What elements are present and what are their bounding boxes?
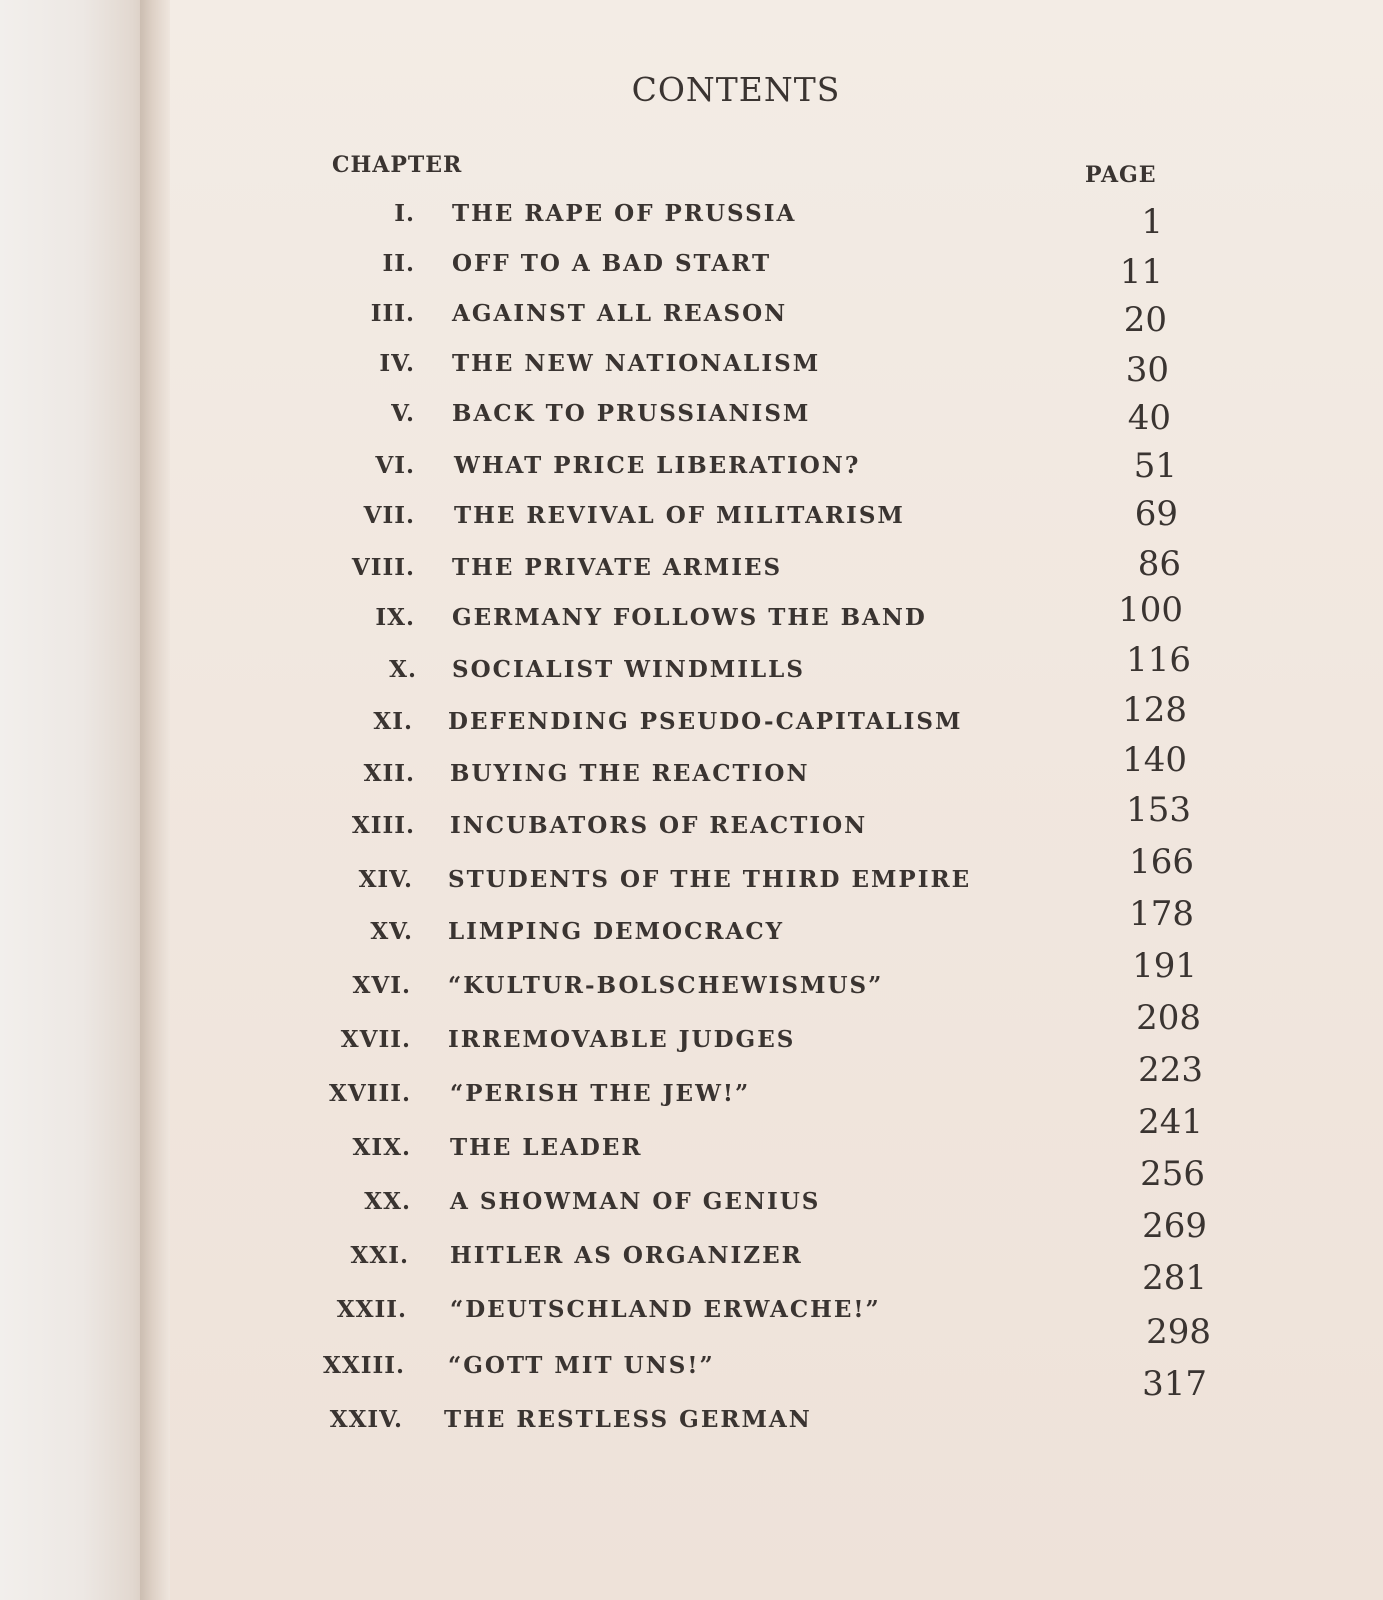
page-number: 223 xyxy=(1138,1050,1203,1090)
chapter-title: IRREMOVABLE JUDGES xyxy=(448,1026,796,1053)
toc-entry xyxy=(0,298,1383,338)
page-number: 86 xyxy=(1137,544,1181,584)
page-number: 269 xyxy=(1142,1206,1207,1246)
page-number: 256 xyxy=(1140,1154,1205,1194)
page-number: 69 xyxy=(1134,494,1178,534)
chapter-number: XVIII. xyxy=(329,1080,411,1107)
toc-entry xyxy=(0,248,1383,292)
page-number: 298 xyxy=(1146,1312,1211,1352)
chapter-number: XXII. xyxy=(336,1296,407,1323)
chapter-title: “GOTT MIT UNS!” xyxy=(448,1352,715,1379)
page-number: 128 xyxy=(1122,690,1187,730)
chapter-number: VII. xyxy=(363,502,415,529)
chapter-title: THE RAPE OF PRUSSIA xyxy=(452,200,797,227)
toc-entry xyxy=(0,198,1383,242)
chapter-number: XII. xyxy=(363,760,415,787)
page-number: 20 xyxy=(1123,300,1167,340)
chapter-number: XIII. xyxy=(351,812,415,839)
chapter-title: OFF TO A BAD START xyxy=(452,250,772,277)
chapter-number: XIV. xyxy=(358,866,413,893)
page-number: 281 xyxy=(1142,1258,1207,1298)
chapter-title: INCUBATORS OF REACTION xyxy=(450,812,868,839)
chapter-number: II. xyxy=(382,250,415,277)
chapter-title: WHAT PRICE LIBERATION? xyxy=(454,452,861,479)
chapter-title: THE RESTLESS GERMAN xyxy=(444,1406,812,1433)
chapter-title: THE PRIVATE ARMIES xyxy=(452,554,783,581)
page-number: 178 xyxy=(1129,894,1194,934)
chapter-number: XXI. xyxy=(350,1242,409,1269)
page-number: 11 xyxy=(1119,252,1163,292)
chapter-title: “PERISH THE JEW!” xyxy=(450,1080,751,1107)
chapter-title: “DEUTSCHLAND ERWACHE!” xyxy=(450,1296,881,1323)
chapter-title: LIMPING DEMOCRACY xyxy=(448,918,785,945)
chapter-number: XV. xyxy=(370,918,413,945)
toc-entry xyxy=(0,398,1383,438)
toc-entry xyxy=(0,494,1383,540)
chapter-title: DEFENDING PSEUDO-CAPITALISM xyxy=(448,708,963,735)
toc-entry xyxy=(0,446,1383,490)
chapter-number: VI. xyxy=(375,452,415,479)
toc-entry xyxy=(0,590,1383,642)
chapter-number: V. xyxy=(391,400,415,427)
chapter-title: “KULTUR-BOLSCHEWISMUS” xyxy=(448,972,884,999)
chapter-number: XI. xyxy=(373,708,413,735)
page-number: 100 xyxy=(1118,590,1183,630)
page-number: 140 xyxy=(1122,740,1187,780)
page-title: CONTENTS xyxy=(631,70,841,109)
page-number: 208 xyxy=(1136,998,1201,1038)
page-number: 317 xyxy=(1142,1364,1207,1404)
chapter-number: XVII. xyxy=(340,1026,411,1053)
page-number: 191 xyxy=(1132,946,1197,986)
chapter-number: XXIII. xyxy=(323,1352,405,1379)
chapter-title: GERMANY FOLLOWS THE BAND xyxy=(452,604,927,631)
chapter-number: IX. xyxy=(375,604,415,631)
chapter-title: THE LEADER xyxy=(450,1134,643,1161)
chapter-number: IV. xyxy=(379,350,415,377)
chapter-number: XX. xyxy=(364,1188,411,1215)
chapter-number: I. xyxy=(394,200,415,227)
toc-entry xyxy=(0,544,1383,592)
chapter-number: XXIV. xyxy=(329,1406,403,1433)
page-number: 30 xyxy=(1125,350,1169,390)
chapter-title: THE NEW NATIONALISM xyxy=(452,350,821,377)
page-number: 40 xyxy=(1127,398,1171,438)
chapter-number: III. xyxy=(370,300,415,327)
toc-entry xyxy=(0,348,1383,388)
page-number: 51 xyxy=(1133,446,1177,486)
page-number: 116 xyxy=(1126,640,1191,680)
toc-entry xyxy=(0,640,1383,694)
page-number: 241 xyxy=(1138,1102,1203,1142)
page-column-header: PAGE xyxy=(1085,162,1157,188)
chapter-number: XVI. xyxy=(352,972,411,999)
chapter-title: THE REVIVAL OF MILITARISM xyxy=(454,502,905,529)
chapter-number: X. xyxy=(389,656,417,683)
chapter-title: A SHOWMAN OF GENIUS xyxy=(450,1188,821,1215)
chapter-number: VIII. xyxy=(351,554,415,581)
chapter-column-header: CHAPTER xyxy=(332,152,463,178)
page-number: 166 xyxy=(1129,842,1194,882)
chapter-title: STUDENTS OF THE THIRD EMPIRE xyxy=(448,866,972,893)
page-number: 1 xyxy=(1141,202,1163,242)
chapter-title: BUYING THE REACTION xyxy=(450,760,810,787)
chapter-title: SOCIALIST WINDMILLS xyxy=(452,656,805,683)
page-number: 153 xyxy=(1126,790,1191,830)
chapter-title: AGAINST ALL REASON xyxy=(452,300,788,327)
chapter-title: BACK TO PRUSSIANISM xyxy=(452,400,811,427)
chapter-number: XIX. xyxy=(352,1134,411,1161)
chapter-title: HITLER AS ORGANIZER xyxy=(450,1242,803,1269)
